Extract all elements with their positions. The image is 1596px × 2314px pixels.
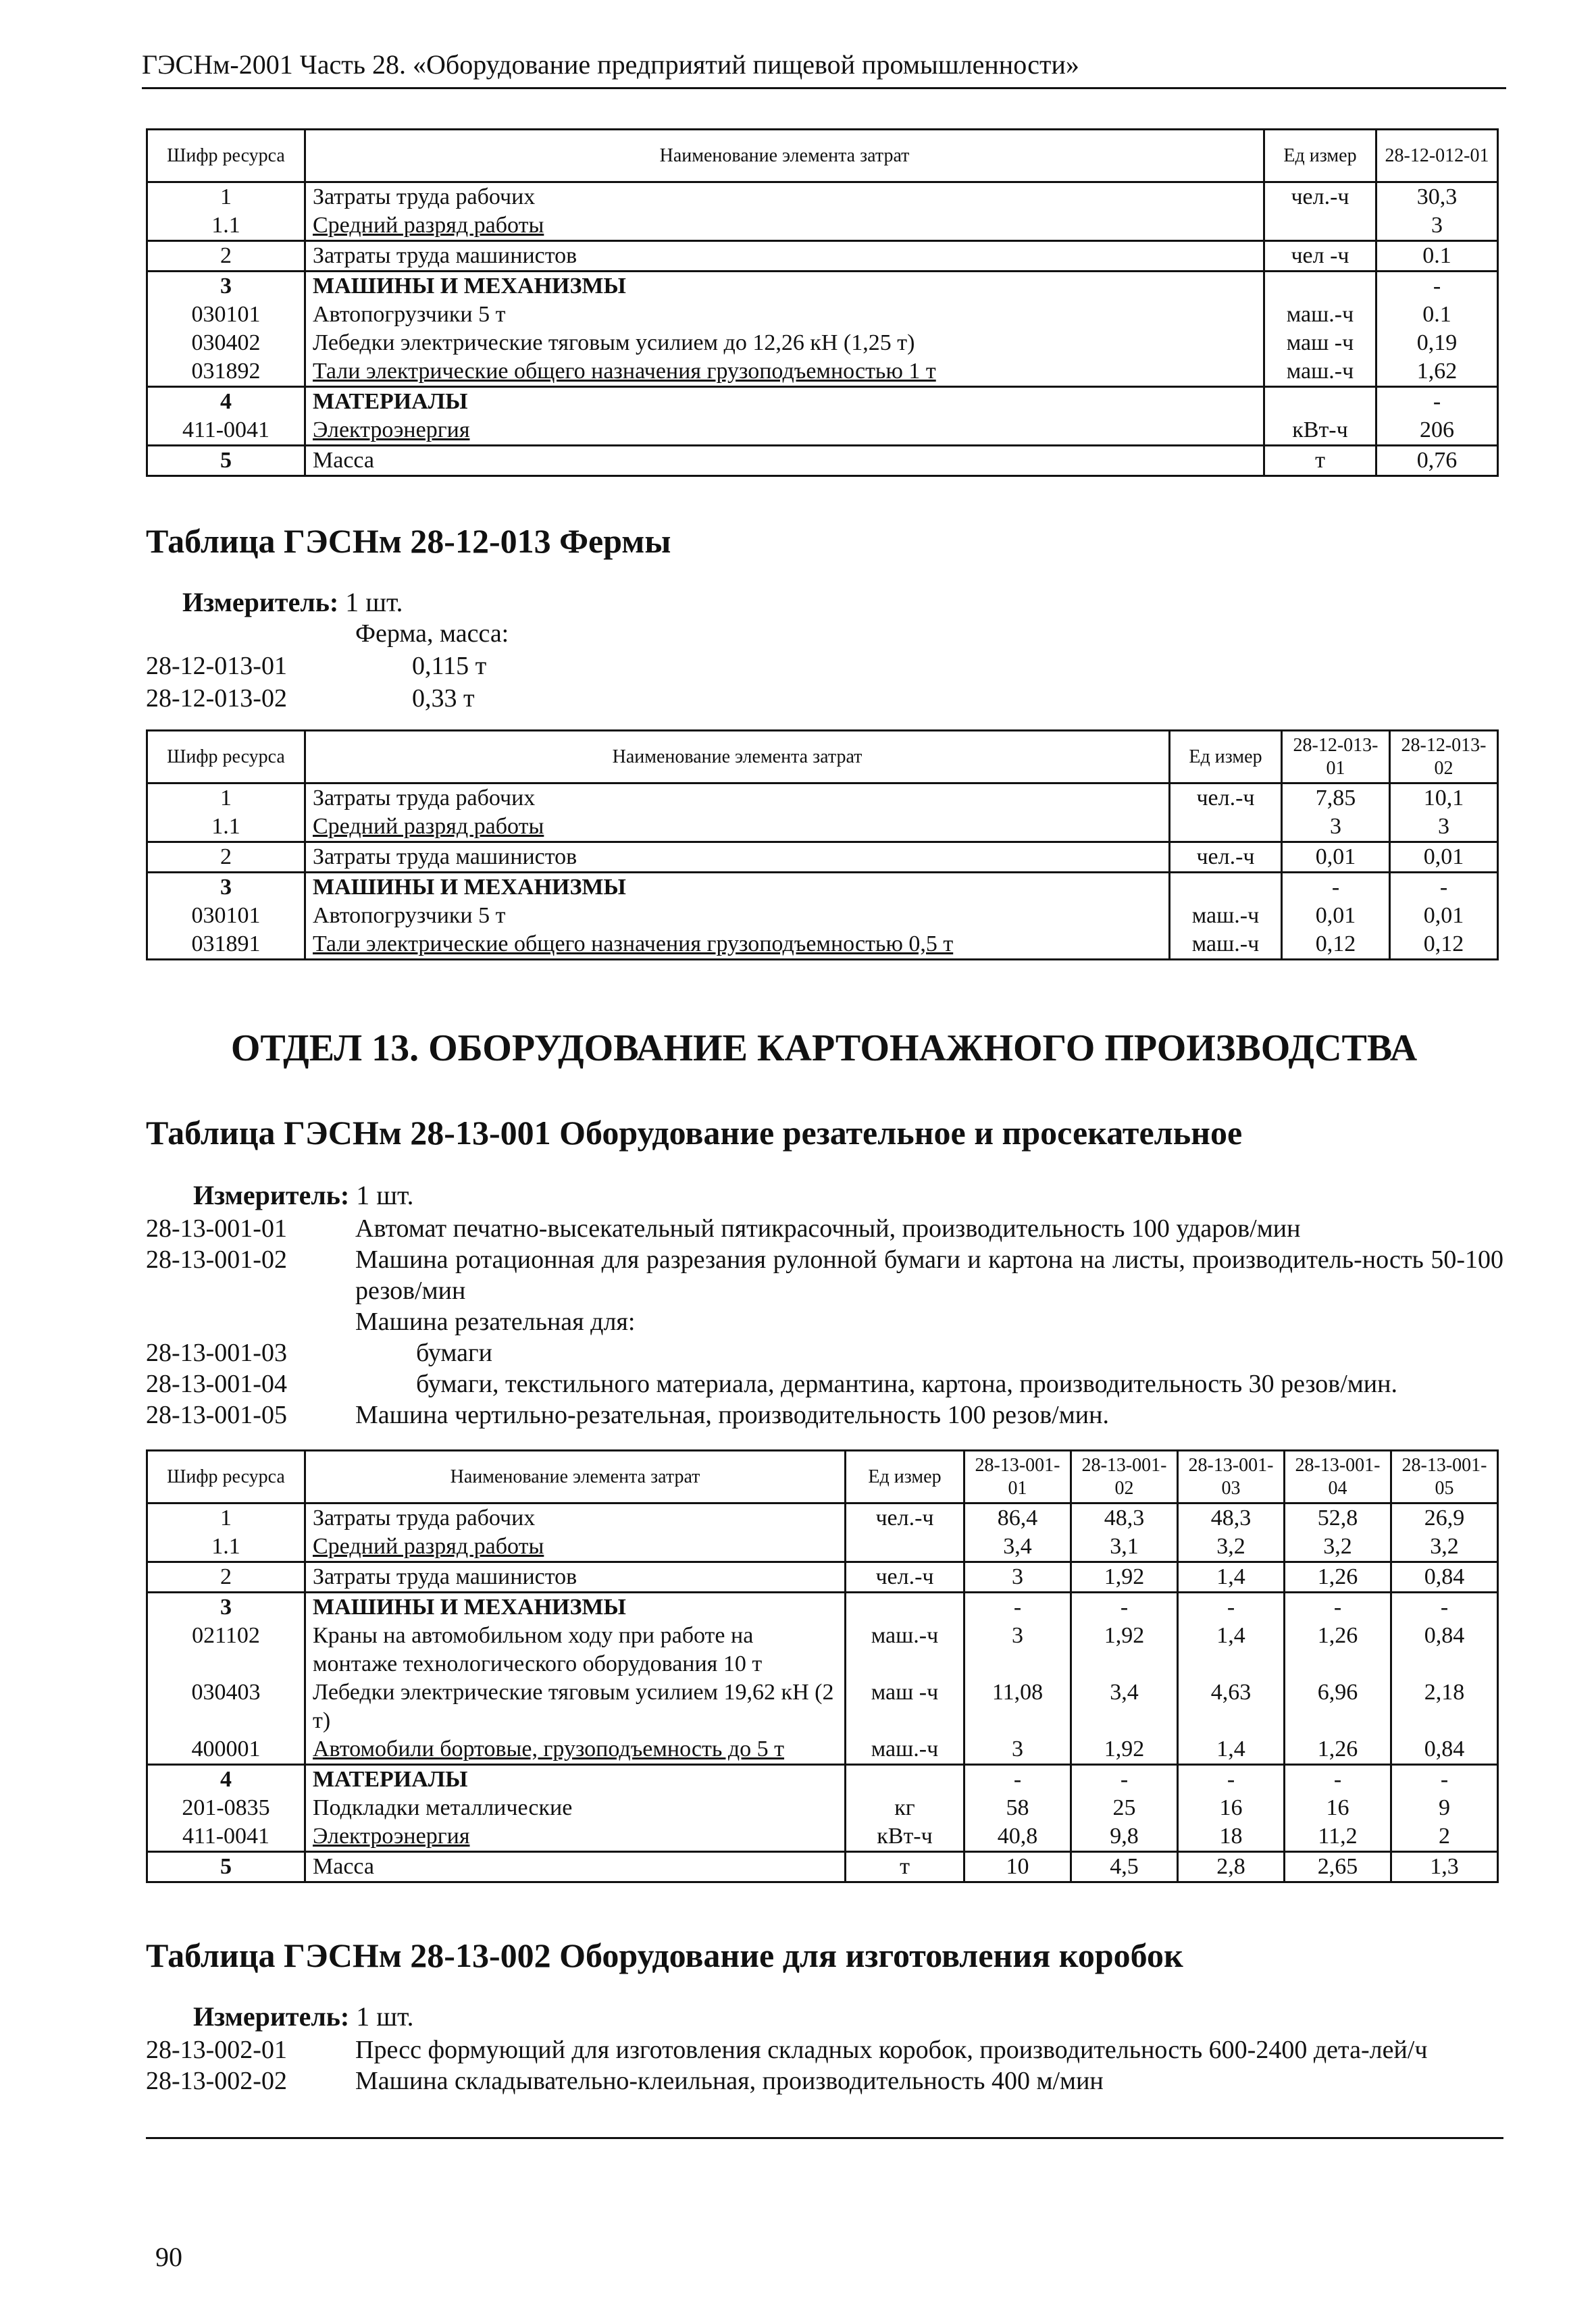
table-row: 201-0835 Подкладки металлические кг 58 25 16 16 9 <box>147 1794 1498 1822</box>
col-header-code: Шифр ресурса <box>147 130 305 182</box>
item-code: 28-12-013-01 <box>146 652 287 680</box>
col-header-norm: 28-13-001-02 <box>1071 1451 1178 1503</box>
list-item: Машина резательная для: <box>355 1308 636 1336</box>
table-row: 030101 Автопогрузчики 5 т маш.-ч 0.1 <box>147 301 1498 329</box>
table-28-12-013 <box>146 729 1499 960</box>
table-row: 030403 Лебедки электрические тяговым усилием 19,62 кН (2 т) маш -ч 11,08 3,4 4,63 6,96 2,18 <box>147 1678 1498 1735</box>
list-item: 28-13-001-01 Автомат печатно-высекательный пятикрасочный, производительность 100 ударов/мин <box>146 1214 1301 1243</box>
measure-label: Измеритель: <box>182 587 339 617</box>
list-item: 28-13-001-02 Машина ротационная для разрезания рулонной бумаги и картона на листы, производитель-ность 50-100 резов/мин <box>146 1245 1503 1305</box>
measure-label: Измеритель: <box>193 1180 350 1210</box>
table-28-12-012 <box>146 128 1499 477</box>
table-row: 1.1 Средний разряд работы 3 <box>147 211 1498 241</box>
table-row: 2 Затраты труда машинистов чел -ч 0.1 <box>147 241 1498 272</box>
list-item: 28-13-001-05 Машина чертильно-резательная, производительность 100 резов/мин. <box>146 1401 1109 1429</box>
item-list <box>146 1213 1503 1431</box>
list-item: 28-13-002-01 Пресс формующий для изготовления складных коробок, производительность 600-2400 дета-лей/ч <box>146 2036 1428 2064</box>
footer-rule <box>146 2137 1503 2139</box>
col-header-norm: 28-12-013-01 <box>1282 731 1390 783</box>
col-header-norm: 28-12-012-01 <box>1376 130 1498 182</box>
table-title-28-13-001: Таблица ГЭСНм 28-13-001 Оборудование резательное и просекательное <box>146 1114 1243 1152</box>
item-value: 0,33 т <box>412 684 475 713</box>
list-item: 28-13-002-02 Машина складывательно-клеильная, производительность 400 м/мин <box>146 2067 1104 2095</box>
col-header-name: Наименование элемента затрат <box>305 1451 846 1503</box>
col-header-code: Шифр ресурса <box>147 1451 305 1503</box>
table-row: 030101 Автопогрузчики 5 т маш.-ч 0,01 0,01 <box>147 902 1498 930</box>
table-row: 5 Масса т 0,76 <box>147 446 1498 476</box>
table-row: 030402 Лебедки электрические тяговым усилием до 12,26 кН (1,25 т) маш -ч 0,19 <box>147 329 1498 357</box>
table-row: 5 Масса т 10 4,5 2,8 2,65 1,3 <box>147 1852 1498 1882</box>
table-title-28-13-002: Таблица ГЭСНм 28-13-002 Оборудование для изготовления коробок <box>146 1936 1183 1974</box>
list-item: 28-13-001-03 бумаги <box>146 1339 492 1367</box>
col-header-norm: 28-13-001-04 <box>1285 1451 1391 1503</box>
col-header-norm: 28-13-001-05 <box>1391 1451 1498 1503</box>
table-row: 3 МАШИНЫ И МЕХАНИЗМЫ - <box>147 272 1498 301</box>
table-row: 3 МАШИНЫ И МЕХАНИЗМЫ - - <box>147 873 1498 902</box>
list-item: 28-13-001-04 бумаги, текстильного материала, дермантина, картона, производительность 30 резов/мин. <box>146 1370 1397 1398</box>
col-header-norm: 28-12-013-02 <box>1390 731 1498 783</box>
col-header-name: Наименование элемента затрат <box>305 130 1264 182</box>
measure-value: 1 шт. <box>356 1180 414 1210</box>
measure-line <box>193 1179 414 1211</box>
table-row: 411-0041 Электроэнергия кВт-ч 40,8 9,8 18 11,2 2 <box>147 1822 1498 1852</box>
col-header-norm: 28-13-001-01 <box>964 1451 1071 1503</box>
item-code: 28-12-013-02 <box>146 684 287 713</box>
col-header-unit: Ед измер <box>1170 731 1282 783</box>
table-title-28-12-013: Таблица ГЭСНм 28-12-013 Фермы <box>146 522 671 560</box>
table-row: 021102 Краны на автомобильном ходу при работе на монтаже технологического оборудования 10 т маш.-ч 3 1,92 1,4 1,26 0,84 <box>147 1622 1498 1678</box>
table-row: 031892 Тали электрические общего назначения грузоподъемностью 1 т маш.-ч 1,62 <box>147 357 1498 387</box>
table-row: 4 МАТЕРИАЛЫ - <box>147 387 1498 417</box>
col-header-name: Наименование элемента затрат <box>305 731 1170 783</box>
item-list <box>146 2034 1503 2097</box>
table-row: 4 МАТЕРИАЛЫ - - - - - <box>147 1765 1498 1795</box>
item-description: Ферма, масса: <box>355 619 509 648</box>
table-row: 411-0041 Электроэнергия кВт-ч 206 <box>147 416 1498 446</box>
table-row: 1 Затраты труда рабочих чел.-ч 30,3 <box>147 182 1498 212</box>
table-row: 1.1 Средний разряд работы 3 3 <box>147 813 1498 842</box>
table-28-13-001 <box>146 1449 1499 1883</box>
section-title: ОТДЕЛ 13. ОБОРУДОВАНИЕ КАРТОНАЖНОГО ПРОИЗВОДСТВА <box>230 1027 1418 1069</box>
col-header-code: Шифр ресурса <box>147 731 305 783</box>
col-header-norm: 28-13-001-03 <box>1178 1451 1285 1503</box>
col-header-unit: Ед измер <box>1264 130 1376 182</box>
table-row: 031891 Тали электрические общего назначения грузоподъемностью 0,5 т маш.-ч 0,12 0,12 <box>147 930 1498 960</box>
table-row: 2 Затраты труда машинистов чел.-ч 0,01 0,01 <box>147 842 1498 873</box>
measure-line <box>193 2001 414 2032</box>
table-row: 3 МАШИНЫ И МЕХАНИЗМЫ - - - - - <box>147 1593 1498 1622</box>
table-row: 1 Затраты труда рабочих чел.-ч 86,4 48,3 48,3 52,8 26,9 <box>147 1503 1498 1533</box>
running-header: ГЭСНм-2001 Часть 28. «Оборудование предприятий пищевой промышленности» <box>142 49 1506 89</box>
measure-label: Измеритель: <box>193 2001 350 2032</box>
table-row: 2 Затраты труда машинистов чел.-ч 3 1,92 1,4 1,26 0,84 <box>147 1562 1498 1593</box>
table-row: 1 Затраты труда рабочих чел.-ч 7,85 10,1 <box>147 783 1498 813</box>
item-value: 0,115 т <box>412 652 487 680</box>
table-row: 1.1 Средний разряд работы 3,4 3,1 3,2 3,2 3,2 <box>147 1533 1498 1562</box>
col-header-unit: Ед измер <box>846 1451 964 1503</box>
page-number: 90 <box>155 2242 182 2272</box>
measure-value: 1 шт. <box>345 587 403 617</box>
measure-line <box>182 586 403 618</box>
measure-value: 1 шт. <box>356 2001 414 2032</box>
table-row: 400001 Автомобили бортовые, грузоподъемность до 5 т маш.-ч 3 1,92 1,4 1,26 0,84 <box>147 1735 1498 1765</box>
